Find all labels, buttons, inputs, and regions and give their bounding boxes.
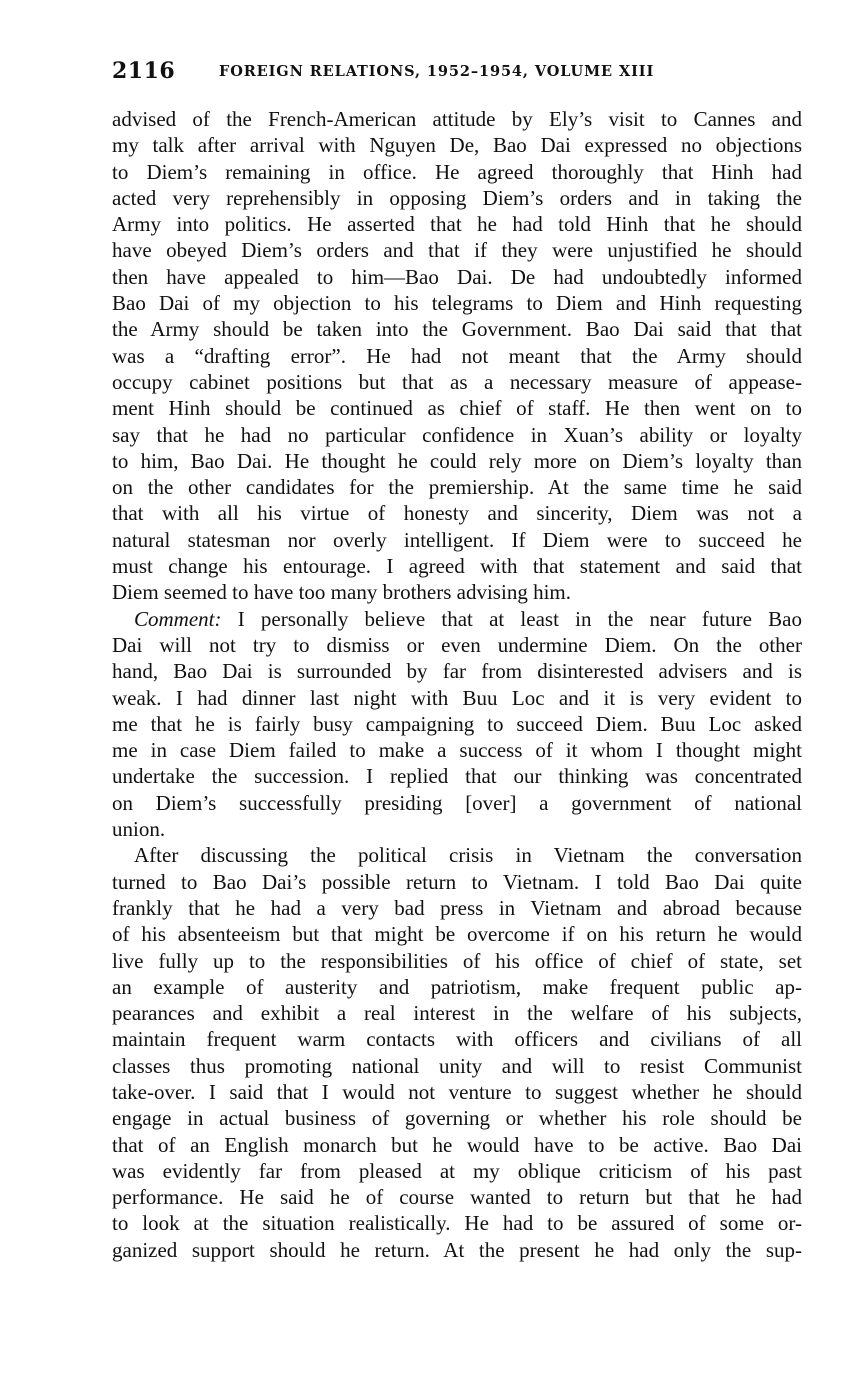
- text-line: Diem seemed to have too many brothers advising him.: [112, 580, 571, 605]
- text-line: on the other candidates for the premiership. At the same time he said: [112, 475, 802, 500]
- text-line: advised of the French-American attitude by Ely’s visit to Cannes and: [112, 107, 802, 131]
- text-line: say that he had no particular confidence in Xuan’s ability or loyalty: [112, 422, 802, 447]
- text-line: take-over. I said that I would not venture to suggest whether he should: [112, 1079, 802, 1104]
- text-line: acted very reprehensibly in opposing Diem’s orders and in taking the: [112, 185, 802, 210]
- text-line: ganized support should he return. At the present he had only the sup-: [112, 1237, 802, 1262]
- text-line: natural statesman nor overly intelligent. If Diem were to succeed he: [112, 527, 802, 552]
- text-line: my talk after arrival with Nguyen De, Bao Dai expressed no objections: [112, 133, 802, 158]
- text-line: [112, 606, 802, 632]
- text-line: turned to Bao Dai’s possible return to Vietnam. I told Bao Dai quite: [112, 869, 802, 894]
- comment-label: Comment:: [134, 606, 222, 631]
- text-line: performance. He said he of course wanted to return but that he had: [112, 1185, 802, 1210]
- text-line: on Diem’s successfully presiding [over] a government of national: [112, 790, 802, 815]
- text-line: me in case Diem failed to make a success of it whom I thought might: [112, 738, 802, 763]
- text-line: the Army should be taken into the Government. Bao Dai said that that: [112, 317, 802, 342]
- text-line: was evidently far from pleased at my oblique criticism of his past: [112, 1158, 802, 1183]
- text-line: me that he is fairly busy campaigning to succeed Diem. Buu Loc asked: [112, 711, 802, 736]
- paragraph-2: [112, 606, 802, 843]
- paragraph-1: [112, 106, 802, 606]
- text-line: ment Hinh should be continued as chief of staff. He then went on to: [112, 396, 802, 421]
- text-line: that with all his virtue of honesty and sincerity, Diem was not a: [112, 501, 802, 526]
- text-line: Army into politics. He asserted that he had told Hinh that he should: [112, 212, 802, 237]
- paragraph-3: [112, 842, 802, 1263]
- text-line: was a “drafting error”. He had not meant that the Army should: [112, 343, 802, 368]
- text-line: to Diem’s remaining in office. He agreed thoroughly that Hinh had: [112, 159, 802, 184]
- text-line: engage in actual business of governing or whether his role should be: [112, 1106, 802, 1131]
- text-line: live fully up to the responsibilities of his office of chief of state, set: [112, 948, 802, 973]
- text-line: occupy cabinet positions but that as a necessary measure of appease-: [112, 369, 802, 394]
- text-line: classes thus promoting national unity and will to resist Communist: [112, 1053, 802, 1078]
- text-line: have obeyed Diem’s orders and that if they were unjustified he should: [112, 238, 802, 263]
- comment-first-line: I personally believe that at least in the near future Bao: [221, 606, 802, 631]
- running-head: FOREIGN RELATIONS, 1952–1954, VOLUME XIII: [219, 63, 655, 80]
- text-line: union.: [112, 817, 166, 842]
- text-line: weak. I had dinner last night with Buu Loc and it is very evident to: [112, 685, 802, 710]
- text-line: that of an English monarch but he would have to be active. Bao Dai: [112, 1132, 802, 1157]
- text-line: must change his entourage. I agreed with that statement and said that: [112, 554, 802, 579]
- body-text: [112, 106, 802, 1263]
- text-line: After discussing the political crisis in Vietnam the conversation: [134, 843, 802, 868]
- text-line: Bao Dai of my objection to his telegrams to Diem and Hinh requesting: [112, 291, 802, 316]
- text-line: hand, Bao Dai is surrounded by far from disinterested advisers and is: [112, 659, 802, 684]
- text-line: an example of austerity and patriotism, make frequent public ap-: [112, 974, 802, 999]
- page-header: [112, 58, 702, 90]
- text-line: to him, Bao Dai. He thought he could rely more on Diem’s loyalty than: [112, 448, 802, 473]
- text-line: maintain frequent warm contacts with officers and civilians of all: [112, 1027, 802, 1052]
- page-number: 2116: [112, 58, 176, 84]
- text-line: frankly that he had a very bad press in Vietnam and abroad because: [112, 895, 802, 920]
- text-line: of his absenteeism but that might be overcome if on his return he would: [112, 922, 802, 947]
- text-line: pearances and exhibit a real interest in the welfare of his subjects,: [112, 1001, 802, 1026]
- text-line: then have appealed to him—Bao Dai. De had undoubtedly informed: [112, 264, 802, 289]
- text-line: Dai will not try to dismiss or even undermine Diem. On the other: [112, 632, 802, 657]
- text-line: undertake the succession. I replied that our thinking was concentrated: [112, 764, 802, 789]
- text-line: to look at the situation realistically. He had to be assured of some or-: [112, 1211, 802, 1236]
